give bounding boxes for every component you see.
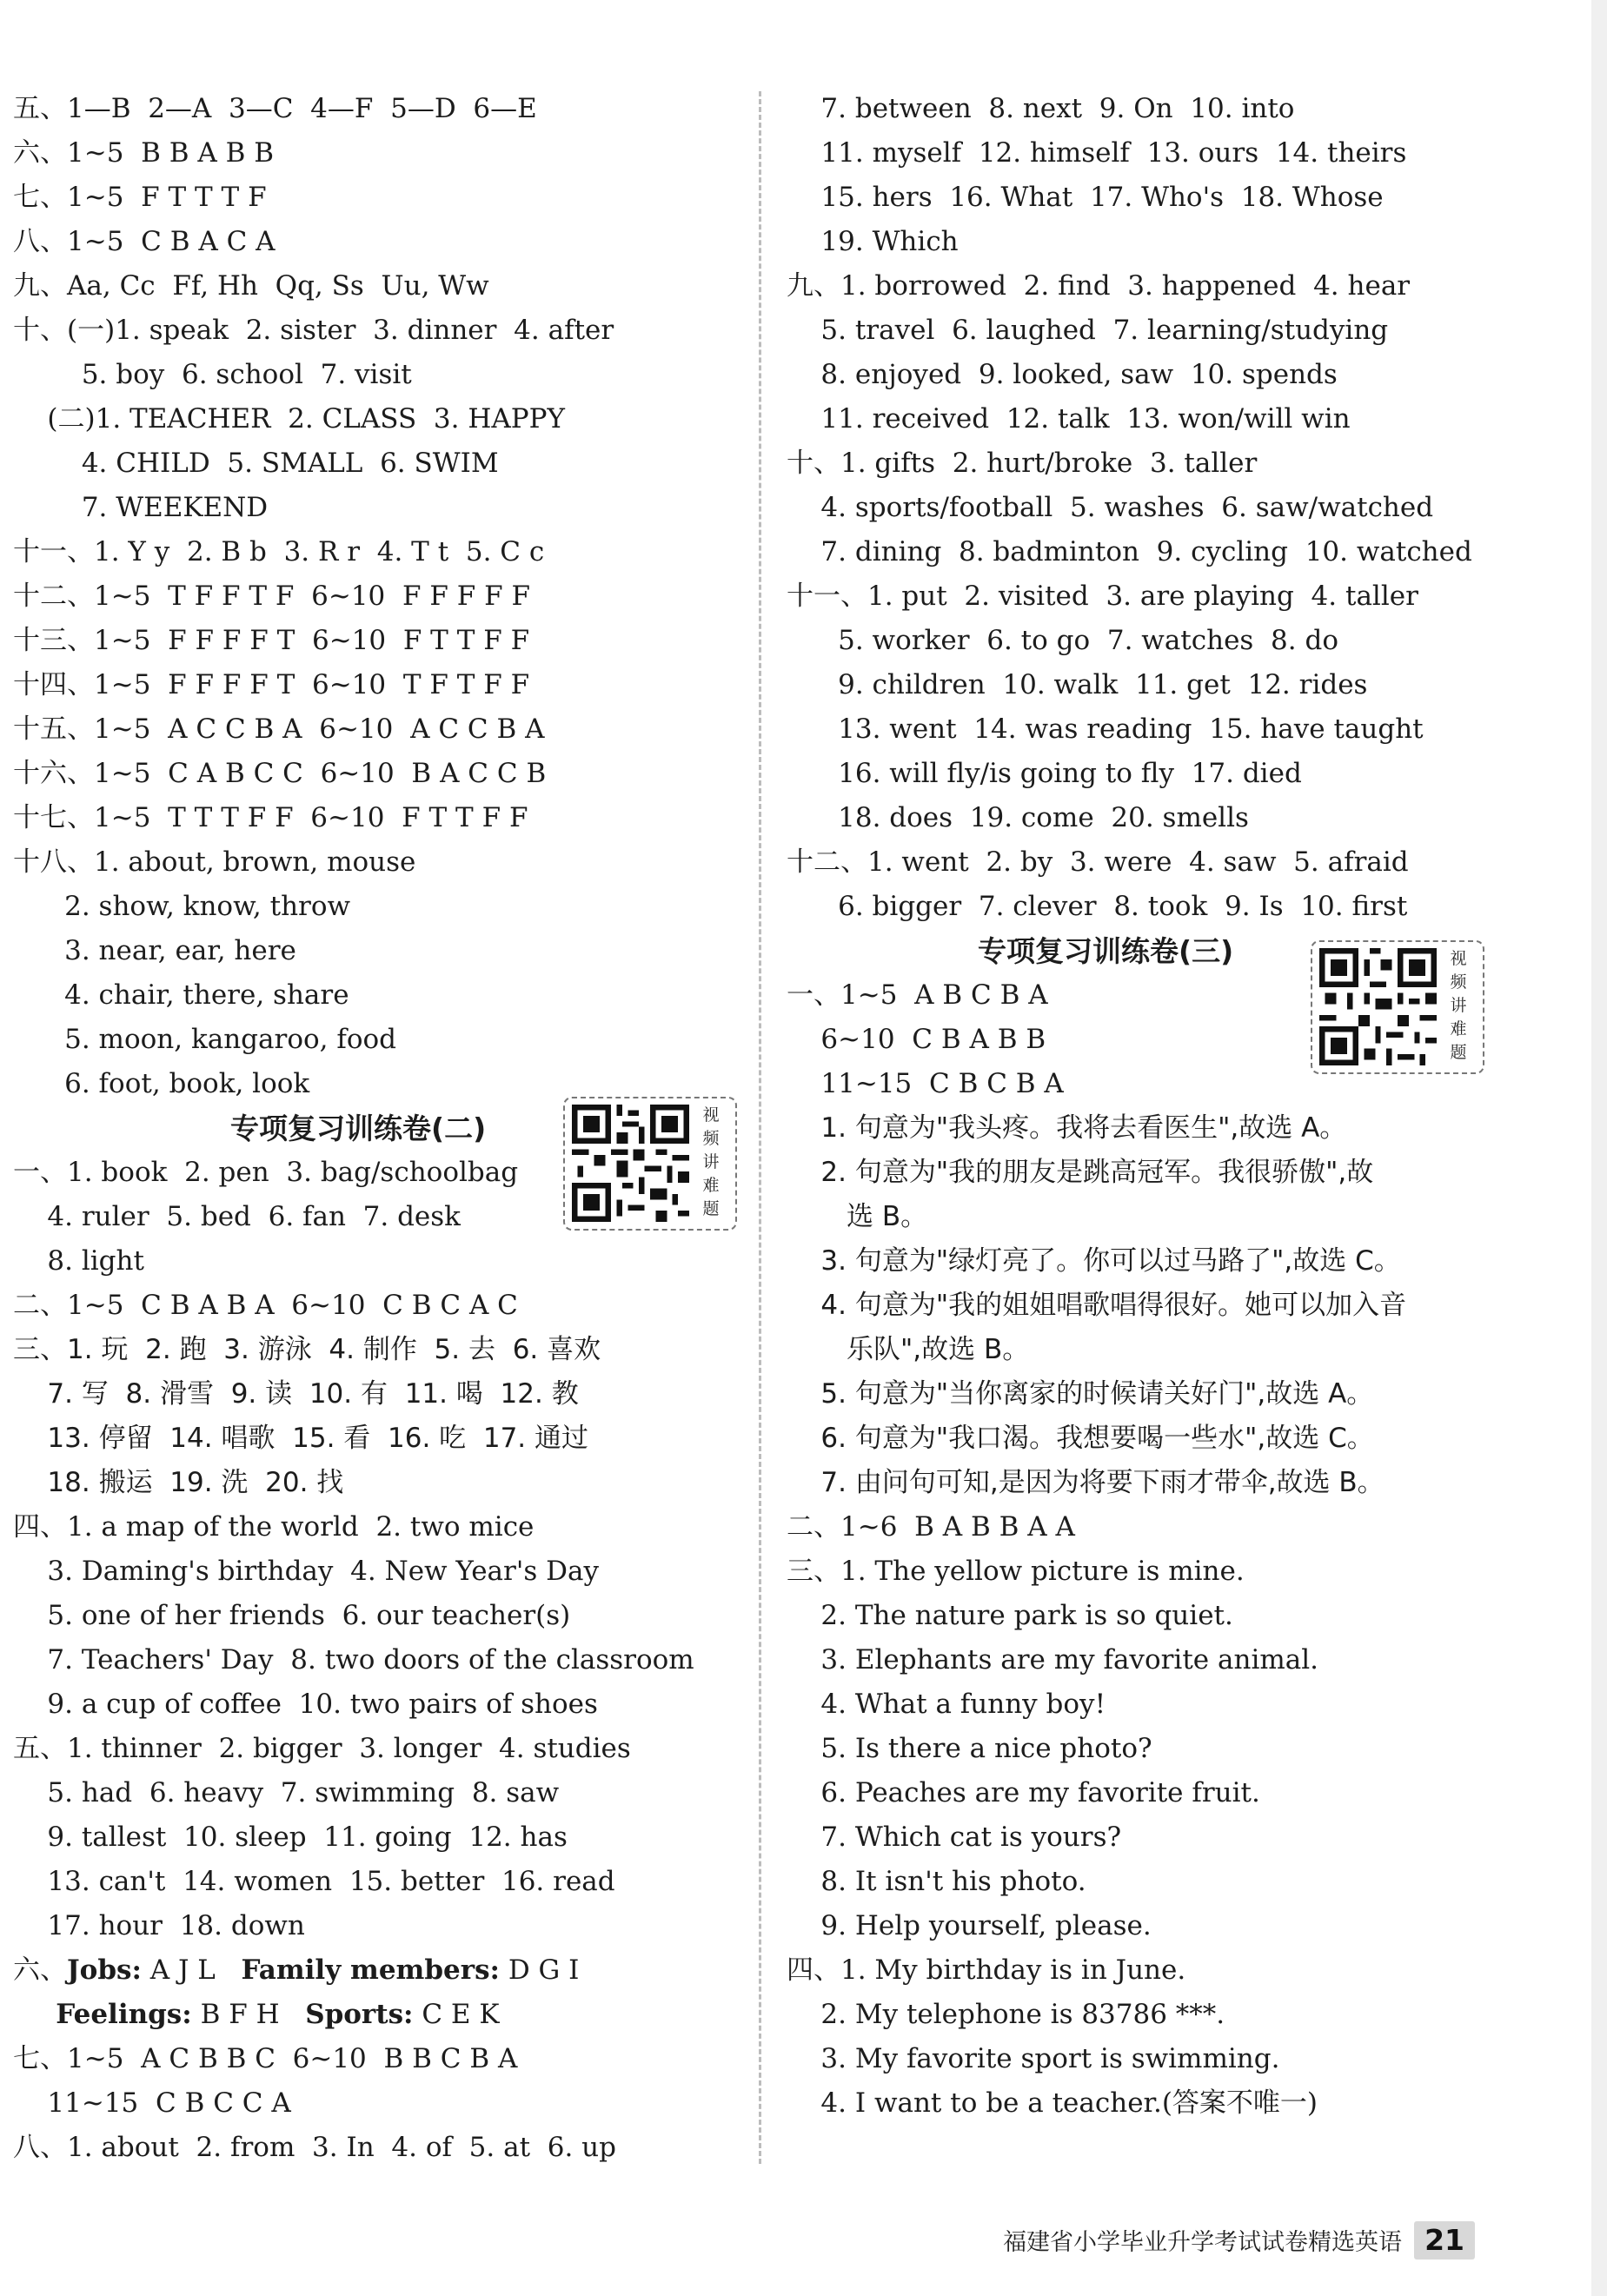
scan-edge (1591, 0, 1607, 2296)
answer-line: 5. boy 6. school 7. visit (13, 359, 412, 390)
answer-line: 11~15 C B C B A (787, 1068, 1064, 1099)
answer-line: 四、1. My birthday is in June. (787, 1954, 1186, 1986)
answer-line: 11. myself 12. himself 13. ours 14. theirs (787, 137, 1407, 169)
answer-line: 8. enjoyed 9. looked, saw 10. spends (787, 359, 1338, 390)
jobs-prefix: 六、 (13, 1954, 67, 1986)
sports-value: C E K (422, 1999, 500, 2030)
answer-line: 十二、1. went 2. by 3. were 4. saw 5. afraid (787, 846, 1409, 878)
right-answers-part-1 (787, 87, 1517, 929)
qr-caption (695, 1104, 727, 1221)
answer-line: 一、1~5 A B C B A (787, 979, 1048, 1011)
answer-line: 五、1. thinner 2. bigger 3. longer 4. studies (13, 1733, 631, 1764)
answer-line: 十五、1~5 A C C B A 6~10 A C C B A (13, 713, 545, 745)
answer-line: 3. Elephants are my favorite animal. (787, 1644, 1319, 1676)
answer-line: 十三、1~5 F F F F T 6~10 F T T F F (13, 625, 530, 656)
answer-line: 6. bigger 7. clever 8. took 9. Is 10. first (787, 891, 1408, 922)
answer-line: 8. It isn't his photo. (787, 1866, 1086, 1897)
answer-line: 3. near, ear, here (13, 935, 296, 966)
answer-line: 三、1. 玩 2. 跑 3. 游泳 4. 制作 5. 去 6. 喜欢 (13, 1334, 601, 1365)
column-divider (759, 91, 761, 2164)
answer-line: 9. children 10. walk 11. get 12. rides (787, 669, 1368, 700)
qr-caption-char: 难 (702, 1176, 720, 1195)
answer-line: 6. Peaches are my favorite fruit. (787, 1777, 1260, 1808)
answer-line: 17. hour 18. down (13, 1910, 305, 1941)
family-value: D G I (508, 1954, 580, 1986)
answer-line: 四、1. a map of the world 2. two mice (13, 1511, 535, 1543)
answer-line: 七、1~5 A C B B C 6~10 B B C B A (13, 2043, 518, 2074)
answer-line: 一、1. book 2. pen 3. bag/schoolbag (13, 1157, 519, 1188)
answer-line: 1. 句意为"我头疼。我将去看医生",故选 A。 (787, 1112, 1347, 1144)
answer-line: 4. CHILD 5. SMALL 6. SWIM (13, 448, 499, 479)
answer-line: 2. 句意为"我的朋友是跳高冠军。我很骄傲",故 (787, 1157, 1374, 1188)
answer-line: 九、1. borrowed 2. find 3. happened 4. hear (787, 270, 1411, 302)
answer-line: 十一、1. Y y 2. B b 3. R r 4. T t 5. C c (13, 536, 545, 567)
answer-line: 2. The nature park is so quiet. (787, 1600, 1233, 1631)
left-answers-part-1 (13, 87, 743, 1106)
answer-line: 5. worker 6. to go 7. watches 8. do (787, 625, 1338, 656)
answer-line: 5. travel 6. laughed 7. learning/studying (787, 315, 1389, 346)
answer-line: 六、1~5 B B A B B (13, 137, 275, 169)
answer-line: 4. sports/football 5. washes 6. saw/watched (787, 492, 1434, 523)
answer-line: 十一、1. put 2. visited 3. are playing 4. taller (787, 581, 1418, 612)
answer-line: 二、1~6 B A B B A A (787, 1511, 1075, 1543)
answer-line: 十七、1~5 T T T F F 6~10 F T T F F (13, 802, 528, 833)
answer-line: 2. My telephone is 83786 ***. (787, 1999, 1225, 2030)
answer-line: 7. 写 8. 滑雪 9. 读 10. 有 11. 喝 12. 教 (13, 1378, 579, 1410)
answer-line: 九、Aa, Cc Ff, Hh Qq, Ss Uu, Ww (13, 270, 489, 302)
qr-caption-char: 讲 (702, 1152, 720, 1171)
right-answers-part-2 (787, 973, 1517, 2126)
qr-caption-char: 题 (702, 1199, 720, 1218)
answer-line: 二、1~5 C B A B A 6~10 C B C A C (13, 1290, 518, 1321)
qr-caption-char: 视 (1450, 949, 1467, 968)
feelings-label: Feelings: (56, 1999, 192, 2030)
answer-line: 十六、1~5 C A B C C 6~10 B A C C B (13, 758, 547, 789)
jobs-answer-line (13, 1948, 743, 1993)
left-answers-part-2 (13, 1151, 743, 2170)
answer-line: 2. show, know, throw (13, 891, 351, 922)
right-column (787, 87, 1517, 2126)
feelings-answer-line (13, 1993, 743, 2037)
answer-line: 4. What a funny boy! (787, 1689, 1106, 1720)
answer-line: 9. a cup of coffee 10. two pairs of shoes (13, 1689, 598, 1720)
qr-caption (1443, 947, 1474, 1065)
answer-line: 十八、1. about, brown, mouse (13, 846, 416, 878)
answer-line: (二)1. TEACHER 2. CLASS 3. HAPPY (13, 403, 565, 435)
answer-line: 11. received 12. talk 13. won/will win (787, 403, 1351, 435)
qr-caption-char: 讲 (1450, 996, 1467, 1015)
answer-line: 八、1~5 C B A C A (13, 226, 276, 257)
video-qr-box[interactable] (563, 1097, 737, 1231)
section-heading-3: 专项复习训练卷(三) (978, 934, 1234, 968)
answer-line: 选 B。 (787, 1201, 928, 1232)
sports-label: Sports: (305, 1999, 414, 2030)
family-label: Family members: (241, 1954, 500, 1986)
page-number: 21 (1414, 2221, 1475, 2260)
answer-line: 6. foot, book, look (13, 1068, 310, 1099)
answer-line: 十、1. gifts 2. hurt/broke 3. taller (787, 448, 1258, 479)
answer-line: 3. My favorite sport is swimming. (787, 2043, 1280, 2074)
qr-caption-char: 难 (1450, 1019, 1467, 1039)
answer-line: 8. light (13, 1245, 144, 1277)
qr-caption-char: 题 (1450, 1043, 1467, 1062)
answer-line: 5. Is there a nice photo? (787, 1733, 1152, 1764)
answer-line: 7. Which cat is yours? (787, 1822, 1122, 1853)
answer-line: 11~15 C B C C A (13, 2087, 291, 2119)
answer-line: 6~10 C B A B B (787, 1024, 1046, 1055)
qr-code-icon[interactable] (1319, 948, 1437, 1065)
jobs-value: A J L (149, 1954, 216, 1986)
answer-line: 5. moon, kangaroo, food (13, 1024, 397, 1055)
answer-line: 6. 句意为"我口渴。我想要喝一些水",故选 C。 (787, 1423, 1374, 1454)
answer-line: 7. between 8. next 9. On 10. into (787, 93, 1295, 124)
qr-caption-char: 频 (702, 1129, 720, 1148)
answer-line: 5. 句意为"当你离家的时候请关好门",故选 A。 (787, 1378, 1374, 1410)
answer-line: 三、1. The yellow picture is mine. (787, 1556, 1245, 1587)
jobs-label: Jobs: (67, 1954, 142, 1986)
answer-line: 15. hers 16. What 17. Who's 18. Whose (787, 182, 1384, 213)
answer-line: 9. Help yourself, please. (787, 1910, 1152, 1941)
answer-line: 乐队",故选 B。 (787, 1334, 1030, 1365)
video-qr-box[interactable] (1311, 940, 1484, 1074)
answer-line: 4. 句意为"我的姐姐唱歌唱得很好。她可以加入音 (787, 1290, 1407, 1321)
answer-line: 18. does 19. come 20. smells (787, 802, 1249, 833)
answer-line: 五、1—B 2—A 3—C 4—F 5—D 6—E (13, 93, 537, 124)
feelings-value: B F H (200, 1999, 280, 2030)
answer-line: 13. went 14. was reading 15. have taught (787, 713, 1424, 745)
answer-line: 3. Daming's birthday 4. New Year's Day (13, 1556, 599, 1587)
answer-line: 七、1~5 F T T T F (13, 182, 267, 213)
answer-line: 7. dining 8. badminton 9. cycling 10. watched (787, 536, 1472, 567)
qr-code-icon[interactable] (572, 1105, 689, 1222)
answer-line: 5. one of her friends 6. our teacher(s) (13, 1600, 571, 1631)
answer-line: 4. chair, there, share (13, 979, 349, 1011)
answer-line: 4. ruler 5. bed 6. fan 7. desk (13, 1201, 461, 1232)
answer-line: 十、(一)1. speak 2. sister 3. dinner 4. after (13, 315, 614, 346)
answer-line: 八、1. about 2. from 3. In 4. of 5. at 6. up (13, 2132, 616, 2163)
qr-caption-char: 频 (1450, 972, 1467, 992)
answer-line: 9. tallest 10. sleep 11. going 12. has (13, 1822, 568, 1853)
answer-line: 5. had 6. heavy 7. swimming 8. saw (13, 1777, 560, 1808)
book-title: 福建省小学毕业升学考试试卷精选英语 (1003, 2229, 1403, 2256)
answer-line: 7. WEEKEND (13, 492, 269, 523)
answer-line: 7. 由问句可知,是因为将要下雨才带伞,故选 B。 (787, 1467, 1385, 1498)
qr-caption-char: 视 (702, 1105, 720, 1125)
answer-line: 十四、1~5 F F F F T 6~10 T F T F F (13, 669, 530, 700)
answer-line: 十二、1~5 T F F T F 6~10 F F F F F (13, 581, 530, 612)
section-heading-2: 专项复习训练卷(二) (230, 1112, 487, 1145)
answer-line: 13. can't 14. women 15. better 16. read (13, 1866, 615, 1897)
answer-line: 4. I want to be a teacher.(答案不唯一) (787, 2087, 1318, 2119)
answer-line: 19. Which (787, 226, 959, 257)
page-footer (1003, 2220, 1475, 2266)
answer-line: 7. Teachers' Day 8. two doors of the classroom (13, 1644, 694, 1676)
answer-line: 13. 停留 14. 唱歌 15. 看 16. 吃 17. 通过 (13, 1423, 589, 1454)
answer-line: 18. 搬运 19. 洗 20. 找 (13, 1467, 344, 1498)
answer-line: 3. 句意为"绿灯亮了。你可以过马路了",故选 C。 (787, 1245, 1401, 1277)
answer-line: 16. will fly/is going to fly 17. died (787, 758, 1302, 789)
